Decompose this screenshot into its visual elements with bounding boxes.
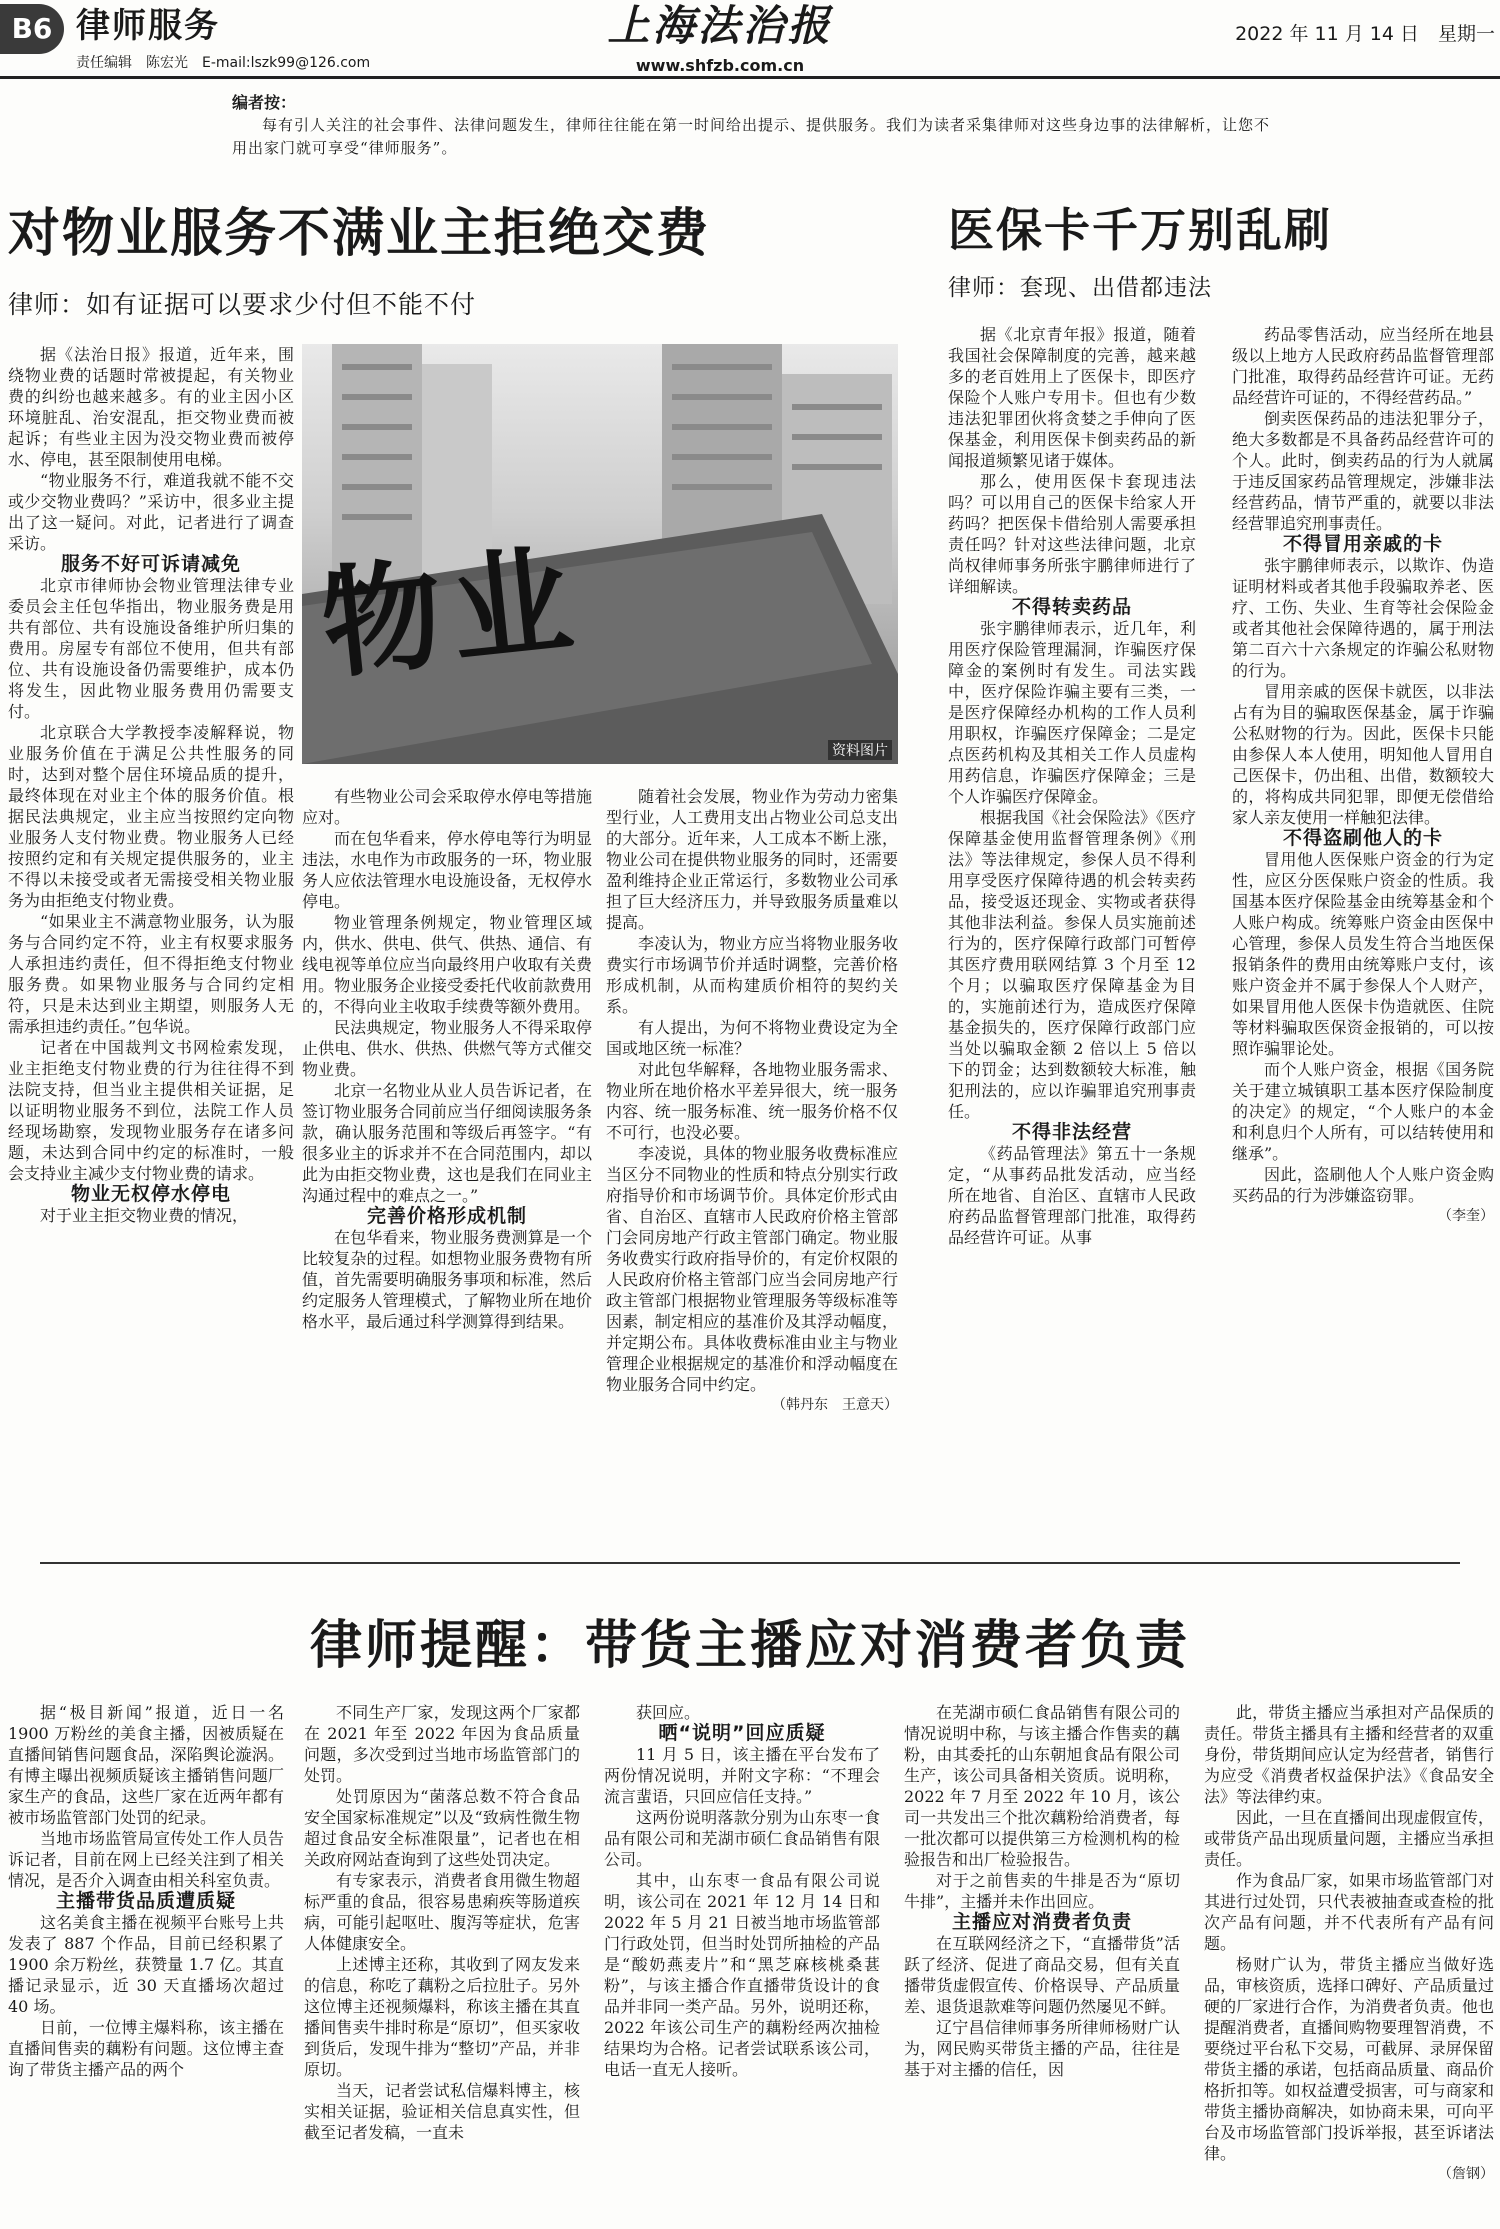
section-divider xyxy=(40,1562,1460,1564)
article1-column-1 xyxy=(8,344,294,1514)
paragraph: 当地市场监管局宣传处工作人员告诉记者，目前在网上已经关注到了相关情况，是否介入调查由相关科室负责。 xyxy=(8,1829,284,1890)
paragraph: 在互联网经济之下，“直播带货”活跃了经济、促进了商品交易，但有关直播带货虚假宣传、价格误导、产品质量差、退货退款难等问题仍然屡见不鲜。 xyxy=(904,1934,1180,2016)
paragraph: 而个人账户资金，根据《国务院关于建立城镇职工基本医疗保险制度的决定》的规定，“个人账户的本金和利息归个人所有，可以结转使用和继承”。 xyxy=(1232,1060,1494,1163)
section-heading: 主播应对消费者负责 xyxy=(951,1911,1132,1933)
article3-column-4 xyxy=(904,1702,1180,2222)
paragraph: 张宇鹏律师表示，以欺诈、伪造证明材料或者其他手段骗取养老、医疗、工伤、失业、生育等社会保险金或者其他社会保障待遇的，属于刑法第二百六十六条规定的诈骗公私财物的行为。 xyxy=(1232,556,1494,680)
section-heading: 物业无权停水停电 xyxy=(70,1183,231,1205)
paragraph: 在芜湖市硕仁食品销售有限公司的情况说明中称，与该主播合作售卖的藕粉，由其委托的山东朝旭食品有限公司生产，该公司具备相关资质。说明称，2022 年 7 月至 2022 年 10 月，该公司一共发出三个批次藕粉给消费者，每一批次都可以提供第三方检测机构的检验报告和出厂检验报告。 xyxy=(904,1703,1180,1869)
byline: （李奎） xyxy=(1438,1208,1494,1224)
paragraph: 药品零售活动，应当经所在地县级以上地方人民政府药品监督管理部门批准，取得药品经营许可证。无药品经营许可证的，不得经营药品。” xyxy=(1232,325,1494,407)
paragraph: 倒卖医保药品的违法犯罪分子，绝大多数都是不具备药品经营许可的个人。此时，倒卖药品的行为人就属于违反国家药品管理规定，涉嫌非法经营药品，情节严重的，就要以非法经营罪追究刑事责任。 xyxy=(1232,409,1494,533)
paragraph: 而在包华看来，停水停电等行为明显违法，水电作为市政服务的一环，物业服务人应依法管理水电设施设备，无权停水停电。 xyxy=(302,829,592,911)
paragraph: 处罚原因为“菌落总数不符合食品安全国家标准规定”以及“致病性微生物超过食品安全标准限量”，记者也在相关政府网站查询到了这些处罚决定。 xyxy=(304,1787,580,1869)
paragraph: 随着社会发展，物业作为劳动力密集型行业，人工费用支出占物业公司总支出的大部分。近年来，人工成本不断上涨，物业公司在提供物业服务的同时，还需要盈利维持企业正常运行，多数物业公司承担了巨大经济压力，并导致服务质量难以提高。 xyxy=(606,787,898,932)
paragraph: 民法典规定，物业服务人不得采取停止供电、供水、供热、供燃气等方式催交物业费。 xyxy=(302,1018,592,1079)
paragraph: 北京联合大学教授李凌解释说，物业服务价值在于满足公共性服务的同时，达到对整个居住环境品质的提升，最终体现在对业主个体的服务价值。根据民法典规定，业主应当按照约定向物业服务人支付物业费。物业服务人已经按照约定和有关规定提供服务的，业主不得以未接受或者无需接受相关物业服务为由拒绝支付物业费。 xyxy=(8,723,294,910)
paragraph: 据《法治日报》报道，近年来，围绕物业费的话题时常被提起，有关物业费的纠纷也越来越多。有的业主因小区环境脏乱、治安混乱，拒交物业费而被起诉；有些业主因为没交物业费而被停水、停电，甚至限制使用电梯。 xyxy=(8,345,294,469)
paragraph: 对于之前售卖的牛排是否为“原切牛排”，主播并未作出回应。 xyxy=(904,1871,1180,1911)
paragraph: 其中，山东枣一食品有限公司说明，该公司在 2021 年 12 月 14 日和 2022 年 5 月 21 日被当地市场监管部门行政处罚，但当时处罚所抽检的产品是“酸奶燕麦片”和“黑芝麻核桃桑葚粉”，与该主播合作直播带货设计的食品并非同一类产品。另外，说明还称，2022 年该公司生产的藕粉经两次抽检结果均为合格。记者尝试联系该公司，电话一直无人接听。 xyxy=(604,1871,880,2079)
article3-column-3 xyxy=(604,1702,880,2222)
paragraph: 记者在中国裁判文书网检索发现，业主拒绝支付物业费的行为往往得不到法院支持，但当业主提供相关证据，足以证明物业服务不到位，法院工作人员经现场勘察，发现物业服务存在诸多问题，未达到合同中约定的标准时，一般会支持业主减少支付物业费的请求。 xyxy=(8,1038,294,1183)
article1-column-2 xyxy=(302,786,592,1514)
paragraph: “如果业主不满意物业服务，认为服务与合同约定不符，业主有权要求服务人承担违约责任，但不得拒绝支付物业服务费。如果物业服务与合同约定相符，只是未达到业主期望，则服务人无需承担违约责任。”包华说。 xyxy=(8,912,294,1036)
paragraph: 杨财广认为，带货主播应当做好选品，审核资质，选择口碑好、产品质量过硬的厂家进行合作，为消费者负责。他也提醒消费者，直播间购物要理智消费，不要绕过平台私下交易，可截屏、录屏保留带货主播的承诺，包括商品质量、商品价格折扣等。如权益遭受损害，可与商家和带货主播协商解决，如协商未果，可向平台及市场监管部门投诉举报，甚至诉诸法律。 xyxy=(1204,1955,1494,2163)
paragraph: 当天，记者尝试私信爆料博主，核实相关证据，验证相关信息真实性，但截至记者发稿，一直未 xyxy=(304,2081,580,2142)
paragraph: 据“极目新闻”报道，近日一名1900 万粉丝的美食主播，因被质疑在直播间销售问题食品，深陷舆论漩涡。有博主曝出视频质疑该主播销售问题厂家生产的食品，这些厂家在近两年都有被市场监管部门处罚的纪录。 xyxy=(8,1703,284,1827)
paragraph: 张宇鹏律师表示，近几年，利用医疗保险管理漏洞，诈骗医疗保障金的案例时有发生。司法实践中，医疗保险诈骗主要有三类，一是医疗保障经办机构的工作人员利用职权，诈骗医疗保障金；二是定点医药机构及其相关工作人员虚构用药信息，诈骗医疗保障金；三是个人诈骗医疗保障金。 xyxy=(948,619,1196,806)
paragraph: 北京一名物业从业人员告诉记者，在签订物业服务合同前应当仔细阅读服务条款，确认服务范围和等级后再签字。“有很多业主的诉求并不在合同范围内，却以此为由拒交物业费，这也是我们在同业主沟通过程中的难点之一。” xyxy=(302,1081,592,1205)
article1-column-3 xyxy=(606,786,898,1514)
paragraph: 据《北京青年报》报道，随着我国社会保障制度的完善，越来越多的老百姓用上了医保卡，即医疗保险个人账户专用卡。但也有少数违法犯罪团伙将贪婪之手伸向了医保基金，利用医保卡倒卖药品的新闻报道频繁见诸于媒体。 xyxy=(948,325,1196,470)
byline: （詹钢） xyxy=(1438,2166,1494,2182)
article2-subtitle: 律师：套现、出借都违法 xyxy=(948,275,1212,301)
page-badge xyxy=(0,4,64,54)
issue-date: 2022 年 11 月 14 日 星期一 xyxy=(1235,23,1495,45)
article2-column-2 xyxy=(1232,324,1494,1514)
paragraph: 获回应。 xyxy=(636,1703,701,1722)
editor-note-text: 每有引人关注的社会事件、法律问题发生，律师往往能在第一时间给出提示、提供服务。我们为读者采集律师对这些身边事的法律解析，让您不用出家门就可享受“律师服务”。 xyxy=(232,116,1271,157)
editor-note-label: 编者按： xyxy=(232,93,297,112)
section-heading: 服务不好可诉请减免 xyxy=(60,553,241,575)
photo-sign-text: 物业 xyxy=(315,530,589,697)
paragraph: 北京市律师协会物业管理法律专业委员会主任包华指出，物业服务费是用共有部位、共有设施设备维护所归集的费用。房屋专有部位不使用，但共有部位、共有设施设备仍需要维护，成本仍将发生，因此物业服务费用仍需要支付。 xyxy=(8,576,294,721)
article3-column-2 xyxy=(304,1702,580,2222)
paragraph: 因此，一旦在直播间出现虚假宣传，或带货产品出现质量问题，主播应当承担责任。 xyxy=(1204,1808,1494,1869)
section-heading: 晒“说明”回应质疑 xyxy=(658,1722,826,1744)
paragraph: 作为食品厂家，如果市场监管部门对其进行过处罚，只代表被抽查或查检的批次产品有问题，并不代表所有产品有问题。 xyxy=(1204,1871,1494,1953)
paragraph: 对此包华解释，各地物业服务需求、物业所在地价格水平差异很大，统一服务内容、统一服务标准、统一服务价格不仅不可行，也没必要。 xyxy=(606,1060,898,1142)
paragraph: 物业管理条例规定，物业管理区域内，供水、供电、供气、供热、通信、有线电视等单位应当向最终用户收取有关费用。物业服务企业接受委托代收前款费用的，不得向业主收取手续费等额外费用。 xyxy=(302,913,592,1016)
paragraph: 上述博主还称，其收到了网友发来的信息，称吃了藕粉之后拉肚子。另外这位博主还视频爆料，称该主播在其直播间售卖牛排时称是“原切”，但买家收到货后，发现牛排为“整切”产品，并非原切。 xyxy=(304,1955,580,2079)
editor-info: 责任编辑 陈宏光 E-mail:lszk99@126.com xyxy=(76,55,371,71)
section-heading: 不得转卖药品 xyxy=(1011,596,1132,618)
paragraph: 不同生产厂家，发现这两个厂家都在 2021 年至 2022 年因为食品质量问题，多次受到过当地市场监管部门的处罚。 xyxy=(304,1703,580,1785)
section-heading: 主播带货品质遭质疑 xyxy=(55,1890,236,1912)
paragraph: 有专家表示，消费者食用微生物超标严重的食品，很容易患痢疾等肠道疾病，可能引起呕吐、腹泻等症状，危害人体健康安全。 xyxy=(304,1871,580,1953)
article1-photo xyxy=(302,344,898,764)
paragraph: 辽宁昌信律师事务所律师杨财广认为，网民购买带货主播的产品，往往是基于对主播的信任，因 xyxy=(904,2018,1180,2079)
article2-title: 医保卡千万别乱刷 xyxy=(948,203,1332,257)
article1-title: 对物业服务不满业主拒绝交费 xyxy=(8,204,711,264)
paragraph: 日前，一位博主爆料称，该主播在直播间售卖的藕粉有问题。这位博主查询了带货主播产品的两个 xyxy=(8,2018,284,2079)
section-name: 律师服务 xyxy=(76,6,220,46)
paragraph: 冒用他人医保账户资金的行为定性，应区分医保账户资金的性质。我国基本医疗保险基金由统筹基金和个人账户构成。统筹账户资金由医保中心管理，参保人员发生符合当地医保报销条件的费用由统筹账户支付，该账户资金并不属于参保人个人财产，如果冒用他人医保卡伪造就医、住院等材料骗取医保资金报销的，可以按照诈骗罪论处。 xyxy=(1232,850,1494,1058)
paragraph: 李凌认为，物业方应当将物业服务收费实行市场调节价并适时调整，完善价格形成机制，从而构建质价相符的契约关系。 xyxy=(606,934,898,1016)
article3-column-5 xyxy=(1204,1702,1494,2222)
section-heading: 不得非法经营 xyxy=(1011,1121,1132,1143)
section-heading: 不得冒用亲戚的卡 xyxy=(1282,533,1443,555)
article3-title: 律师提醒：带货主播应对消费者负责 xyxy=(309,1616,1190,1676)
page-number: B6 xyxy=(11,12,53,45)
paragraph: 有些物业公司会采取停水停电等措施应对。 xyxy=(302,787,592,827)
article3-column-1 xyxy=(8,1702,284,2222)
paragraph: 《药品管理法》第五十一条规定，“从事药品批发活动，应当经所在地省、自治区、直辖市人民政府药品监督管理部门批准，取得药品经营许可证。从事 xyxy=(948,1144,1196,1247)
paragraph: “物业服务不行，难道我就不能不交或少交物业费吗？”采访中，很多业主提出了这一疑问。对此，记者进行了调查采访。 xyxy=(8,471,294,553)
paragraph: 李凌说，具体的物业服务收费标准应当区分不同物业的性质和特点分别实行政府指导价和市场调节价。具体定价形式由省、自治区、直辖市人民政府价格主管部门会同房地产行政主管部门确定。物业服务收费实行政府指导价的，有定价权限的人民政府价格主管部门应当会同房地产行政主管部门根据物业管理服务等级标准等因素，制定相应的基准价及其浮动幅度，并定期公布。具体收费标准由业主与物业管理企业根据规定的基准价和浮动幅度在物业服务合同中约定。 xyxy=(606,1144,898,1394)
article1-subtitle: 律师：如有证据可以要求少付但不能不付 xyxy=(8,290,477,319)
section-heading: 不得盗刷他人的卡 xyxy=(1282,827,1443,849)
paragraph: 有人提出，为何不将物业费设定为全国或地区统一标准？ xyxy=(606,1018,898,1058)
paragraph: 11 月 5 日，该主播在平台发布了两份情况说明，并附文字称：“不理会流言蜚语，只回应信任支持。” xyxy=(604,1745,880,1806)
paragraph: 这两份说明落款分别为山东枣一食品有限公司和芜湖市硕仁食品销售有限公司。 xyxy=(604,1808,880,1869)
paragraph: 在包华看来，物业服务费测算是一个比较复杂的过程。如想物业服务费物有所值，首先需要明确服务事项和标准，然后约定服务人管理模式，了解物业所在地价格水平，最后通过科学测算得到结果。 xyxy=(302,1228,592,1331)
article2-column-1 xyxy=(948,324,1196,1514)
paragraph: 冒用亲戚的医保卡就医，以非法占有为目的骗取医保基金，属于诈骗公私财物的行为。因此，医保卡只能由参保人本人使用，明知他人冒用自己医保卡，仍出租、出借，数额较大的，将构成共同犯罪，即便无偿借给家人亲友使用一样触犯法律。 xyxy=(1232,682,1494,827)
paragraph: 因此，盗刷他人个人账户资金购买药品的行为涉嫌盗窃罪。 xyxy=(1232,1165,1494,1205)
paragraph: 此，带货主播应当承担对产品保质的责任。带货主播具有主播和经营者的双重身份，带货期间应认定为经营者，销售行为应受《消费者权益保护法》《食品安全法》等法律约束。 xyxy=(1204,1703,1494,1806)
newspaper-logo: 上海法治报 xyxy=(607,1,833,50)
paragraph: 对于业主拒交物业费的情况， xyxy=(40,1206,249,1225)
paragraph: 根据我国《社会保险法》《医疗保障基金使用监督管理条例》《刑法》等法律规定，参保人员不得利用享受医疗保障待遇的机会转卖药品，接受返还现金、实物或者获得其他非法利益。参保人员实施前述行为的，医疗保障行政部门可暂停其医疗费用联网结算 3 个月至 12 个月；以骗取医疗保障基金为目的，实施前述行为，造成医疗保障基金损失的，医疗保障行政部门应当处以骗取金额 2 倍以上 5 倍以下的罚金；达到数额较大标准，触犯刑法的，应以诈骗罪追究刑事责任。 xyxy=(948,808,1196,1121)
photo-caption: 资料图片 xyxy=(828,740,892,760)
website-url: www.shfzb.com.cn xyxy=(635,56,805,75)
paragraph: 这名美食主播在视频平台账号上共发表了 887 个作品，目前已经积累了 1900 余万粉丝，获赞量 1.7 亿。其直播记录显示，近 30 天直播场次超过 40 场。 xyxy=(8,1913,284,2016)
section-heading: 完善价格形成机制 xyxy=(366,1205,527,1227)
byline: （韩丹东 王意天） xyxy=(772,1397,898,1413)
header-rule xyxy=(0,76,1500,79)
paragraph: 那么，使用医保卡套现违法吗？可以用自己的医保卡给家人开药吗？把医保卡借给别人需要承担责任吗？针对这些法律问题，北京尚权律师事务所张宇鹏律师进行了详细解读。 xyxy=(948,472,1196,596)
